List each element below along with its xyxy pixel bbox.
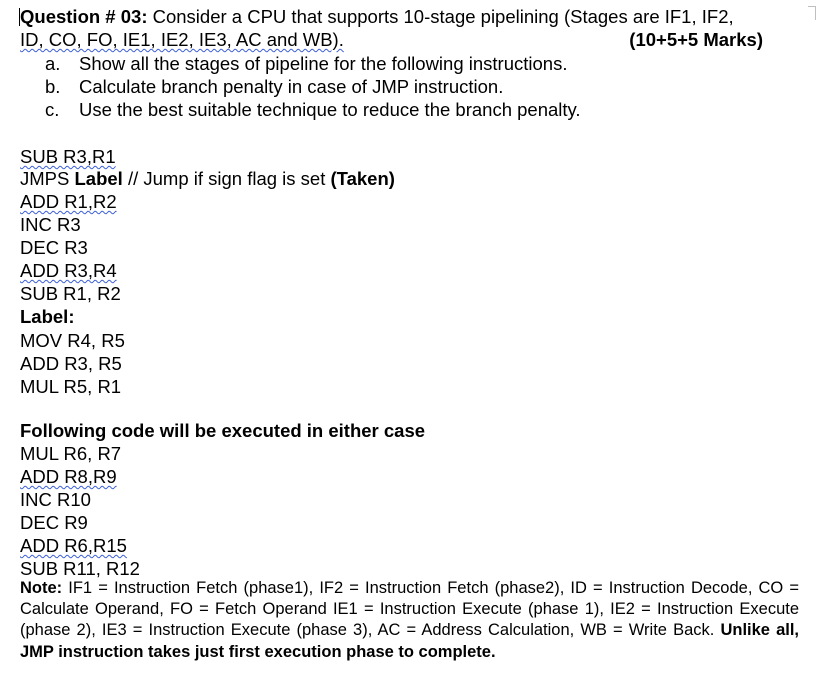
code-text: ADD R1,R2 — [20, 191, 117, 212]
question-marks: (10+5+5 Marks) — [629, 29, 763, 50]
code-line — [20, 145, 116, 168]
code-line: ADD R3, R5 — [20, 353, 122, 374]
section-heading: Following code will be executed in either case — [20, 420, 426, 441]
note-paragraph — [20, 578, 799, 663]
subpart-label: c. — [45, 99, 60, 120]
note-label: Note: — [20, 579, 63, 597]
note-emphasis: Unlike all, JMP instruction takes just first execution phase to complete. — [20, 621, 800, 661]
code-line: INC R10 — [20, 489, 91, 510]
code-text: ADD R3,R4 — [20, 260, 117, 281]
note-body: IF1 = Instruction Fetch (phase1), IF2 = Instruction Fetch (phase2), ID = Instruction Decode, CO = Calculate Operand, FO = Fetch Operand IE1 = Instruction Execute (phase 1), IE2 = Instruction Execute (phase 2), IE3 = Instruction Execute (phase 3), AC = Address Calculation, WB = Write Back. — [20, 579, 799, 640]
code-text: ADD R8,R9 — [20, 466, 117, 487]
code-line: MUL R5, R1 — [20, 376, 122, 397]
subpart-label: a. — [45, 53, 61, 74]
question-number: Question # 03: — [20, 6, 148, 27]
code-line — [20, 465, 117, 488]
subpart-b — [45, 75, 503, 98]
code-line: MUL R6, R7 — [20, 443, 122, 464]
question-line-1 — [20, 5, 734, 28]
code-line: DEC R3 — [20, 237, 88, 258]
subpart-text: Use the best suitable technique to reduce the branch penalty. — [79, 99, 581, 120]
question-line-2 — [20, 28, 344, 51]
code-line — [20, 534, 127, 557]
subpart-text: Calculate branch penalty in case of JMP instruction. — [79, 76, 504, 97]
code-text: ADD R6,R15 — [20, 535, 127, 556]
code-line: SUB R1, R2 — [20, 283, 121, 304]
page-corner-mark-h — [808, 6, 816, 7]
subpart-label: b. — [45, 76, 61, 97]
jump-taken: (Taken) — [330, 168, 395, 189]
subpart-text: Show all the stages of pipeline for the following instructions. — [79, 53, 568, 74]
question-text-2: ID, CO, FO, IE1, IE2, IE3, AC and WB). — [20, 29, 344, 50]
subpart-a — [45, 52, 567, 75]
code-line — [20, 190, 117, 213]
code-text: SUB R3,R1 — [20, 146, 116, 167]
code-line: DEC R9 — [20, 512, 88, 533]
subpart-c — [45, 98, 581, 121]
question-text-1: Consider a CPU that supports 10-stage pipelining (Stages are IF1, IF2, — [147, 6, 734, 27]
jump-comment: // Jump if sign flag is set — [122, 168, 331, 189]
code-line: INC R3 — [20, 214, 81, 235]
page-corner-mark — [815, 6, 816, 20]
jump-label: Label — [74, 168, 123, 189]
code-text: JMPS — [20, 168, 75, 189]
code-line — [20, 259, 117, 282]
code-line: SUB R11, R12 — [20, 558, 140, 579]
code-line: MOV R4, R5 — [20, 330, 125, 351]
code-line-jmps — [20, 167, 395, 190]
code-label-line: Label: — [20, 306, 75, 327]
